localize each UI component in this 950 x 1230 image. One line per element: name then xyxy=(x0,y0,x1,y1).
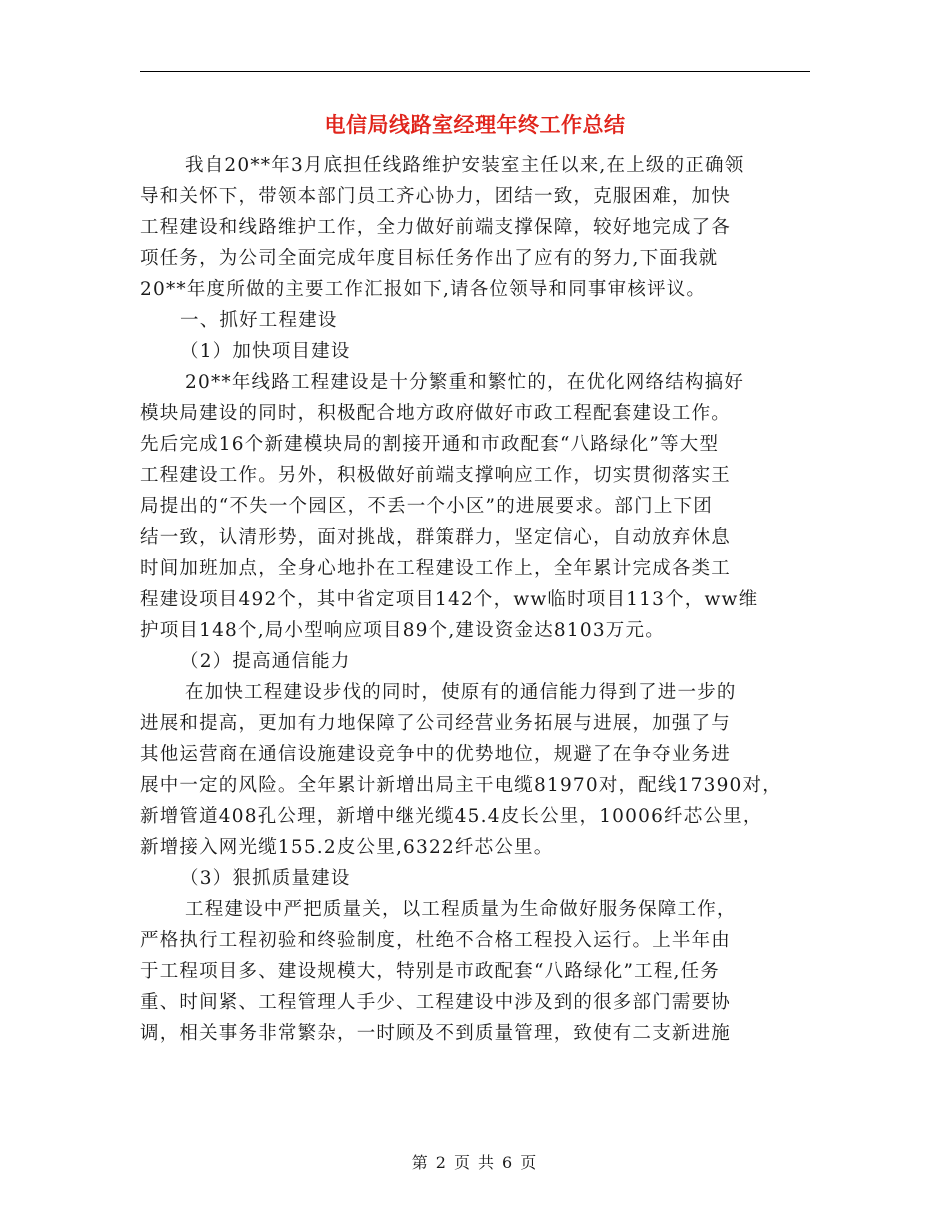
paragraph-line: 进展和提高，更加有力地保障了公司经营业务拓展与进展，加强了与 xyxy=(140,713,732,734)
paragraph-line: 展中一定的风险。全年累计新增出局主干电缆81970对，配线17390对， xyxy=(140,775,782,796)
paragraph-line: 严格执行工程初验和终验制度，杜绝不合格工程投入运行。上半年由 xyxy=(140,930,732,951)
paragraph-line: 护项目148个,局小型响应项目89个,建设资金达8103万元。 xyxy=(140,620,665,641)
paragraph-line: 工程建设和线路维护工作，全力做好前端支撑保障，较好地完成了各 xyxy=(140,217,732,238)
paragraph-line: 程建设项目492个，其中省定项目142个，ww临时项目113个，ww维 xyxy=(140,589,759,610)
footer-total-word: 共 xyxy=(478,1153,497,1172)
paragraph-line: 先后完成16个新建模块局的割接开通和市政配套“八路绿化”等大型 xyxy=(140,434,720,455)
paragraph-line: 项任务，为公司全面完成年度目标任务作出了应有的努力,下面我就 xyxy=(140,248,719,269)
page-footer xyxy=(0,1151,950,1175)
paragraph-line: 于工程项目多、建设规模大，特别是市政配套“八路绿化”工程,任务 xyxy=(140,961,720,982)
subsection-heading: （3）狠抓质量建设 xyxy=(180,868,351,889)
paragraph-line: 模块局建设的同时，积极配合地方政府做好市政工程配套建设工作。 xyxy=(140,403,732,424)
paragraph-first-line: 我自20**年3月底担任线路维护安装室主任以来,在上级的正确领 xyxy=(185,155,745,176)
paragraph-line: 结一致，认清形势，面对挑战，群策群力，坚定信心，自动放弃休息 xyxy=(140,527,732,548)
footer-total-pages: 6 xyxy=(502,1153,515,1172)
subsection-heading: （1）加快项目建设 xyxy=(180,341,351,362)
paragraph-line: 时间加班加点，全身心地扑在工程建设工作上，全年累计完成各类工 xyxy=(140,558,732,579)
document-body xyxy=(140,150,830,1049)
paragraph-line: 新增接入网光缆155.2皮公里,6322纤芯公里。 xyxy=(140,837,554,858)
header-rule xyxy=(140,71,810,72)
paragraph-first-line: 20**年线路工程建设是十分繁重和繁忙的，在优化网络结构搞好 xyxy=(185,372,745,393)
subsection-heading: （2）提高通信能力 xyxy=(180,651,351,672)
paragraph-line: 工程建设工作。另外，积极做好前端支撑响应工作，切实贯彻落实王 xyxy=(140,465,732,486)
document-title: 电信局线路室经理年终工作总结 xyxy=(324,113,626,137)
paragraph-line: 新增管道408孔公理，新增中继光缆45.4皮长公里，10006纤芯公里， xyxy=(140,806,763,827)
paragraph-first-line: 工程建设中严把质量关，以工程质量为生命做好服务保障工作， xyxy=(185,899,737,920)
paragraph-line: 其他运营商在通信设施建设竞争中的优势地位，规避了在争夺业务进 xyxy=(140,744,732,765)
paragraph-line: 局提出的“不失一个园区，不丢一个小区”的进展要求。部门上下团 xyxy=(140,496,713,517)
paragraph-first-line: 在加快工程建设步伐的同时，使原有的通信能力得到了进一步的 xyxy=(185,682,737,703)
paragraph-line: 重、时间紧、工程管理人手少、工程建设中涉及到的很多部门需要协 xyxy=(140,992,732,1013)
paragraph-line: 导和关怀下，带领本部门员工齐心协力，团结一致，克服困难，加快 xyxy=(140,186,732,207)
paragraph-line: 20**年度所做的主要工作汇报如下,请各位领导和同事审核评议。 xyxy=(140,279,707,300)
paragraph-line: 调，相关事务非常繁杂，一时顾及不到质量管理，致使有二支新进施 xyxy=(140,1023,732,1044)
footer-page-word: 页 xyxy=(453,1153,472,1172)
footer-prefix: 第 xyxy=(411,1153,430,1172)
footer-suffix: 页 xyxy=(520,1153,539,1172)
footer-current-page: 2 xyxy=(435,1153,448,1172)
section-heading: 一、抓好工程建设 xyxy=(180,310,338,331)
